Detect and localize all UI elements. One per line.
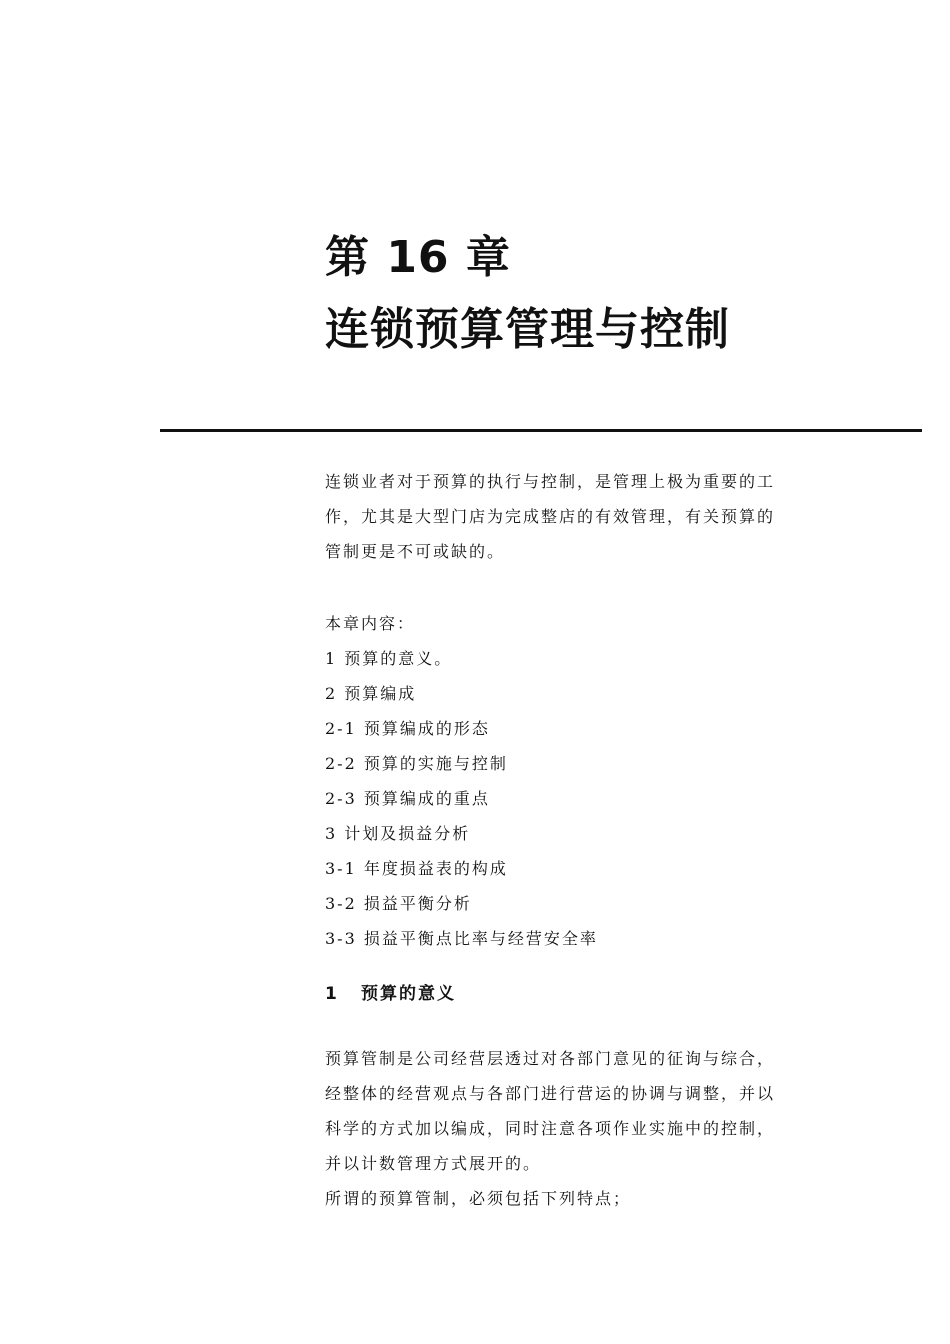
toc-item: 2 预算编成 — [325, 684, 417, 703]
intro-line: 作，尤其是大型门店为完成整店的有效管理，有关预算的 — [325, 507, 776, 526]
section-title: 预算的意义 — [361, 984, 456, 1004]
chapter-number: 第 16 章 — [325, 232, 511, 283]
toc-title: 本章内容： — [325, 614, 416, 633]
intro-line: 管制更是不可或缺的。 — [325, 542, 506, 561]
chapter-title: 连锁预算管理与控制 — [325, 304, 730, 355]
table-of-contents — [325, 645, 815, 960]
body-line: 科学的方式加以编成，同时注意各项作业实施中的控制， — [325, 1119, 776, 1138]
intro-line: 连锁业者对于预算的执行与控制，是管理上极为重要的工 — [325, 472, 776, 491]
section-body — [325, 1045, 815, 1220]
toc-item: 2-1 预算编成的形态 — [325, 719, 490, 738]
intro-paragraph — [325, 468, 815, 573]
body-line: 并以计数管理方式展开的。 — [325, 1154, 542, 1173]
body-line: 预算管制是公司经营层透过对各部门意见的征询与综合， — [325, 1049, 776, 1068]
toc-item: 3-3 损益平衡点比率与经营安全率 — [325, 929, 598, 948]
toc-item: 3-1 年度损益表的构成 — [325, 859, 508, 878]
toc-item: 1 预算的意义。 — [325, 649, 453, 668]
section-heading — [325, 980, 815, 1008]
section-number: 1 — [325, 984, 339, 1004]
body-line: 经整体的经营观点与各部门进行营运的协调与调整，并以 — [325, 1084, 776, 1103]
body-line: 所谓的预算管制，必须包括下列特点； — [325, 1189, 632, 1208]
divider-rule — [160, 429, 922, 432]
toc-item: 3-2 损益平衡分析 — [325, 894, 472, 913]
toc-item: 2-3 预算编成的重点 — [325, 789, 490, 808]
toc-item: 3 计划及损益分析 — [325, 824, 471, 843]
toc-item: 2-2 预算的实施与控制 — [325, 754, 508, 773]
